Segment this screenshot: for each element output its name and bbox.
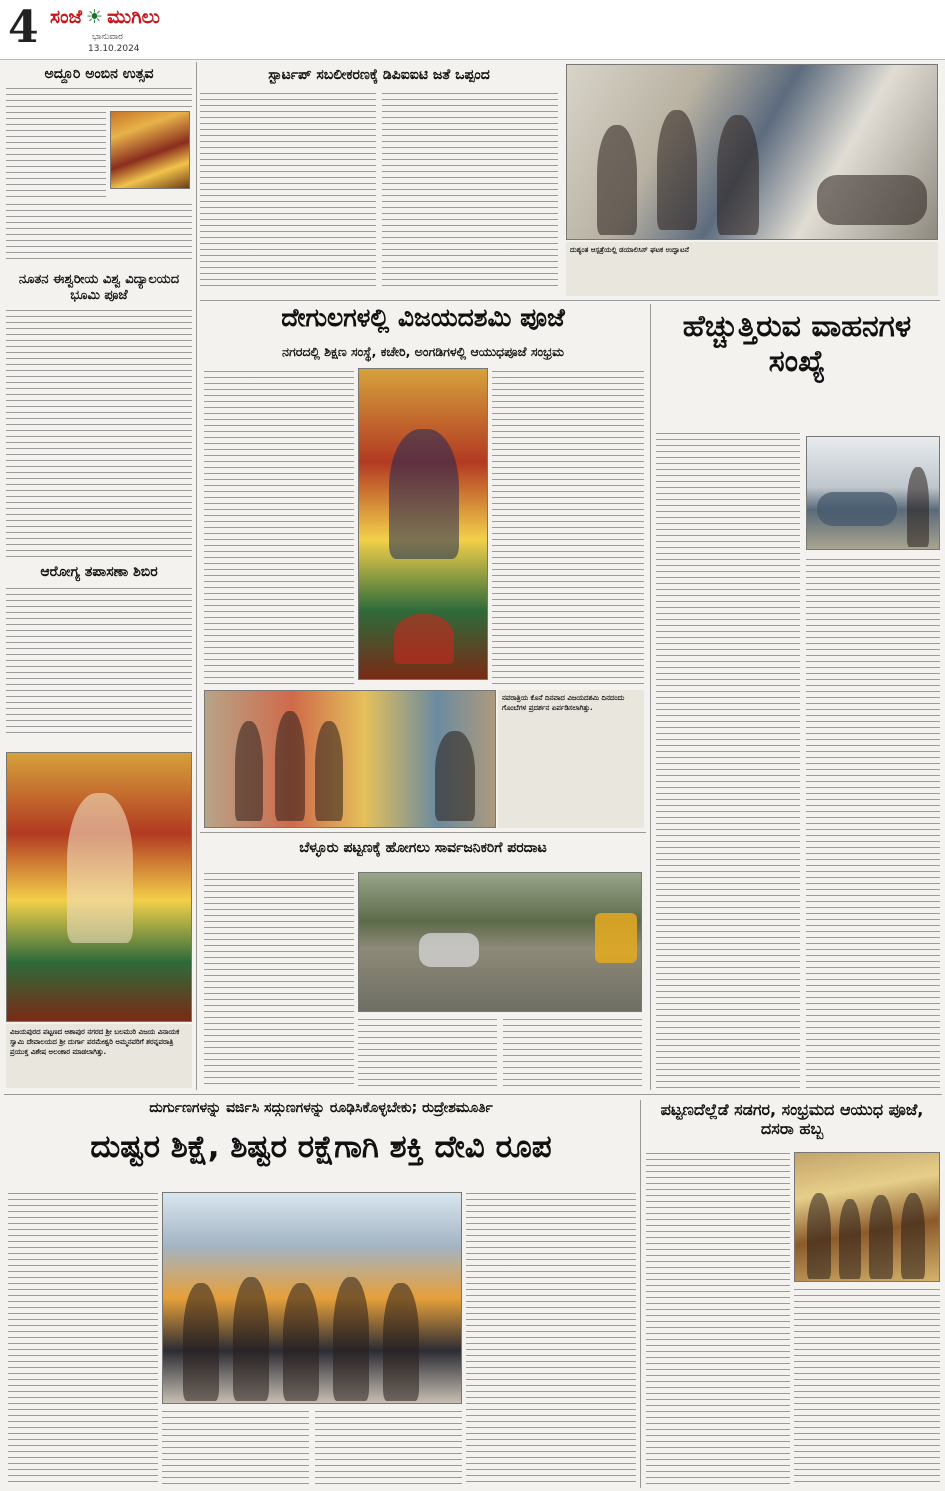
bellur-header [200, 836, 646, 866]
vijayadashami-text-right [492, 368, 644, 686]
sadagara-photo [794, 1152, 940, 1282]
sadagara-headline: ಪಟ್ಟಣದೆಲ್ಲೆಡೆ ಸಡಗರ, ಸಂಭ್ರಮದ ಆಯುಧ ಪೂಜೆ, ದಸರಾ ಹಬ್ಬ [660, 1100, 924, 1139]
vijayadashami-photo [358, 368, 488, 680]
dolls-caption: ನವರಾತ್ರಿಯ ಕೊನೆ ದಿನವಾದ ವಿಜಯದಶಮಿ ದಿನದಂದು ಗೊಂಬೆಗಳ ಪ್ರದರ್ಶನ ಏರ್ಪಡಿಸಲಾಗಿತ್ತು. [498, 690, 644, 828]
hospital-caption: ದುಶ್ಯಂತ ಆಸ್ಪತ್ರೆಯಲ್ಲಿ ಡಯಾಲಿಸಿಸ್ ಘಟಕ ಉದ್ಘಾಟನೆ [566, 242, 938, 296]
bellur-text-bottom [358, 1016, 642, 1088]
paper-name-part2: ಮುಗಿಲು [107, 6, 160, 28]
vahana-headline: ಹೆಚ್ಚುತ್ತಿರುವ ವಾಹನಗಳ ಸಂಖ್ಯೆ [682, 309, 912, 379]
paper-name-part1: ಸಂಜೆ [50, 6, 83, 28]
vahana-car-photo [806, 436, 940, 550]
bhoomi-headline: ನೂತನ ಈಶ್ವರೀಯ ವಿಶ್ವ ವಿದ್ಯಾಲಯದ ಭೂಮಿ ಪೂಜೆ [18, 272, 180, 303]
bellur-road-photo [358, 872, 642, 1012]
startup-article [200, 64, 558, 296]
sadagara-text-right [794, 1286, 940, 1486]
shakti-text-bottom [162, 1408, 462, 1486]
shakti-headline: ದುಷ್ಟರ ಶಿಕ್ಷೆ, ಶಿಷ್ಟರ ರಕ್ಷೆಗಾಗಿ ಶಕ್ತಿ ದೇವಿ ರೂಪ [90, 1130, 552, 1165]
sadagara-header [644, 1100, 940, 1150]
paper-name [50, 6, 160, 28]
vijayadashami-header [200, 304, 646, 344]
vahana-text-left [656, 430, 800, 1088]
issue-date: 13.10.2024 [88, 44, 140, 54]
shakti-stage-photo [162, 1192, 462, 1404]
arogya-headline: ಆರೋಗ್ಯ ತಪಾಸಣಾ ಶಿಬಿರ [40, 564, 158, 580]
issue-day: ಭಾನುವಾರ [92, 32, 123, 42]
sadagara-text-left [646, 1150, 790, 1486]
arogya-article [6, 564, 192, 744]
vijayadashami-text-left [204, 368, 354, 686]
bellur-text-left [204, 870, 354, 1088]
utsava-photo [110, 111, 190, 189]
vahana-text-right [806, 556, 940, 1088]
devi-caption: ವಿಜಯಪುರದ ಪಟ್ಟಣದ ಆಶಾಪುರ ನಗರದ ಶ್ರೀ ಬಲಮುರಿ ವಿಜಯ ವಿನಾಯಕ ಸ್ವಾಮಿ ದೇವಾಲಯದ ಶ್ರೀ ದುರ್ಗಾ ಪರಮೇಶ್ವರಿ ಅಮ್ಮನವರಿಗೆ ಶರನ್ನವರಾತ್ರಿ ಪ್ರಯುಕ್ತ ವಿಶೇಷ ಅಲಂಕಾರ ಮಾಡಲಾಗಿತ್ತು. [6, 1024, 192, 1088]
vijayadashami-subhead-wrap [200, 344, 646, 364]
shakti-kicker: ದುರ್ಗುಣಗಳನ್ನು ವರ್ಜಿಸಿ ಸದ್ಗುಣಗಳನ್ನು ರೂಢಿಸಿಕೊಳ್ಳಬೇಕು; ರುದ್ರೇಶಮೂರ್ತಿ [149, 1100, 493, 1116]
page-number: 4 [8, 2, 39, 53]
shakti-kicker-wrap [6, 1100, 636, 1130]
bellur-headline: ಬೆಳ್ಳೂರು ಪಟ್ಟಣಕ್ಕೆ ಹೋಗಲು ಸಾರ್ವಜನಿಕರಿಗೆ ಪರದಾಟ [299, 840, 547, 856]
vijayadashami-headline: ದೇಗುಲಗಳಲ್ಲಿ ವಿಜಯದಶಮಿ ಪೂಜೆ [281, 304, 565, 332]
utsava-headline: ಅದ್ದೂರಿ ಅಂಬಿನ ಉತ್ಸವ [44, 66, 154, 82]
bhoomi-article [6, 272, 192, 562]
hospital-photo [566, 64, 938, 240]
vijayadashami-subhead: ನಗರದಲ್ಲಿ ಶಿಕ್ಷಣ ಸಂಸ್ಥೆ, ಕಚೇರಿ, ಅಂಗಡಿಗಳಲ್ಲಿ ಆಯುಧಪೂಜೆ ಸಂಭ್ರಮ [282, 344, 564, 359]
shakti-text-right [466, 1190, 636, 1485]
utsava-article [6, 64, 192, 268]
devi-photo [6, 752, 192, 1022]
startup-headline: ಸ್ಟಾರ್ಟಪ್ ಸಬಲೀಕರಣಕ್ಕೆ ಡಿಪಿಐಐಟಿ ಜತೆ ಒಪ್ಪಂದ [268, 67, 490, 83]
dolls-photo [204, 690, 496, 828]
masthead [0, 0, 945, 60]
shakti-headline-wrap [6, 1130, 636, 1186]
sun-icon: ☀ [86, 6, 104, 28]
vahana-header [654, 304, 940, 424]
shakti-text-left [8, 1190, 158, 1485]
